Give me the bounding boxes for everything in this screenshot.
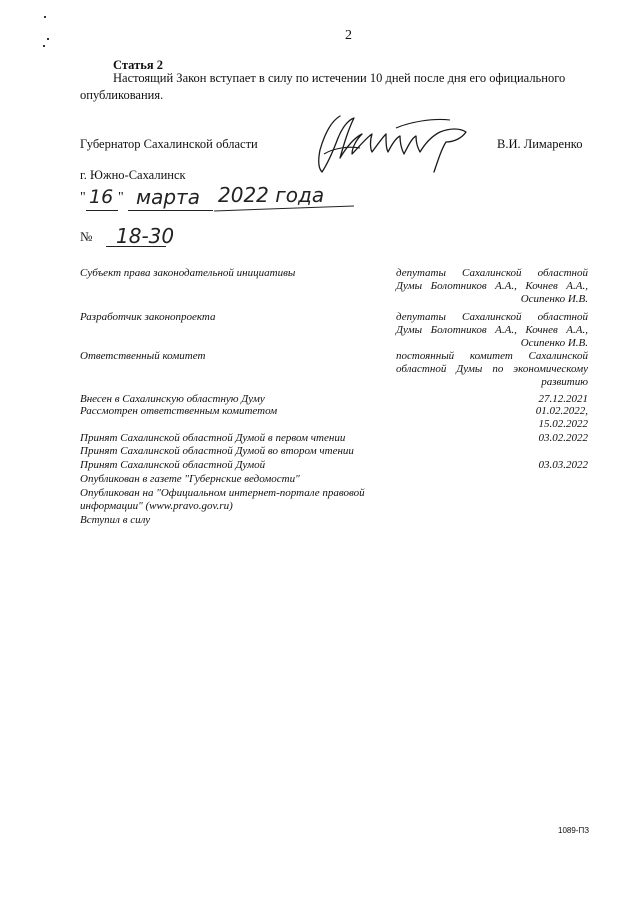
reviewed-date-2: 15.02.2022	[538, 418, 588, 430]
published-newspaper-label: Опубликован в газете "Губернские ведомости"	[80, 473, 300, 485]
adopted-date: 03.03.2022	[538, 459, 588, 471]
scan-mark	[43, 45, 45, 47]
number-sign: №	[80, 229, 93, 244]
scan-mark	[47, 38, 49, 40]
reviewed-label: Рассмотрен ответственным комитетом	[80, 405, 278, 417]
signing-date	[80, 183, 360, 216]
bill-developer-label: Разработчик законопроекта	[80, 311, 216, 323]
published-portal-label: Опубликован на "Официальном интернет-портале правовой информации" (www.pravo.gov.ru)	[80, 487, 365, 512]
first-reading-date: 03.02.2022	[538, 432, 588, 444]
governor-signature	[300, 108, 485, 183]
date-open-quote: "	[80, 190, 86, 205]
law-number	[80, 226, 200, 254]
date-underline	[86, 210, 118, 211]
article-heading: Статья 2	[113, 58, 163, 72]
article-text-line2: опубликования.	[80, 88, 164, 102]
responsible-committee-value: постоянный комитет Сахалинской областной Думы по экономическому развитию	[396, 350, 588, 388]
responsible-committee-label: Ответственный комитет	[80, 350, 206, 362]
in-force-label: Вступил в силу	[80, 514, 151, 526]
number-underline	[106, 246, 166, 247]
bill-developer-value: депутаты Сахалинской областной Думы Болотников А.А., Кочнев А.А., Осипенко И.В.	[396, 311, 588, 349]
date-close-quote: "	[118, 190, 124, 205]
governor-name: В.И. Лимаренко	[497, 137, 583, 151]
date-day: 16	[89, 186, 114, 208]
initiative-subject-value: депутаты Сахалинской областной Думы Болотников А.А., Кочнев А.А., Осипенко И.В.	[396, 267, 588, 305]
second-reading-label: Принят Сахалинской областной Думой во втором чтении	[80, 445, 354, 457]
number-handwritten: 18-30	[116, 224, 175, 248]
reviewed-date-1: 01.02.2022,	[535, 405, 588, 417]
adopted-label: Принят Сахалинской областной Думой	[80, 459, 266, 471]
submitted-label: Внесен в Сахалинскую областную Думу	[80, 393, 265, 405]
date-underline	[128, 210, 213, 211]
initiative-subject-label: Субъект права законодательной инициативы	[80, 267, 296, 279]
scan-mark	[44, 16, 46, 18]
first-reading-label: Принят Сахалинской областной Думой в первом чтении	[80, 432, 346, 444]
page-number: 2	[345, 28, 352, 43]
article-text-line1: Настоящий Закон вступает в силу по истечении 10 дней после дня его официального	[113, 71, 566, 85]
submitted-date: 27.12.2021	[538, 393, 588, 405]
document-code: 1089-ПЗ	[558, 826, 590, 835]
governor-title: Губернатор Сахалинской области	[80, 137, 258, 151]
date-year: 2022 года	[218, 183, 325, 207]
city: г. Южно-Сахалинск	[80, 168, 186, 182]
date-month: марта	[136, 185, 200, 209]
